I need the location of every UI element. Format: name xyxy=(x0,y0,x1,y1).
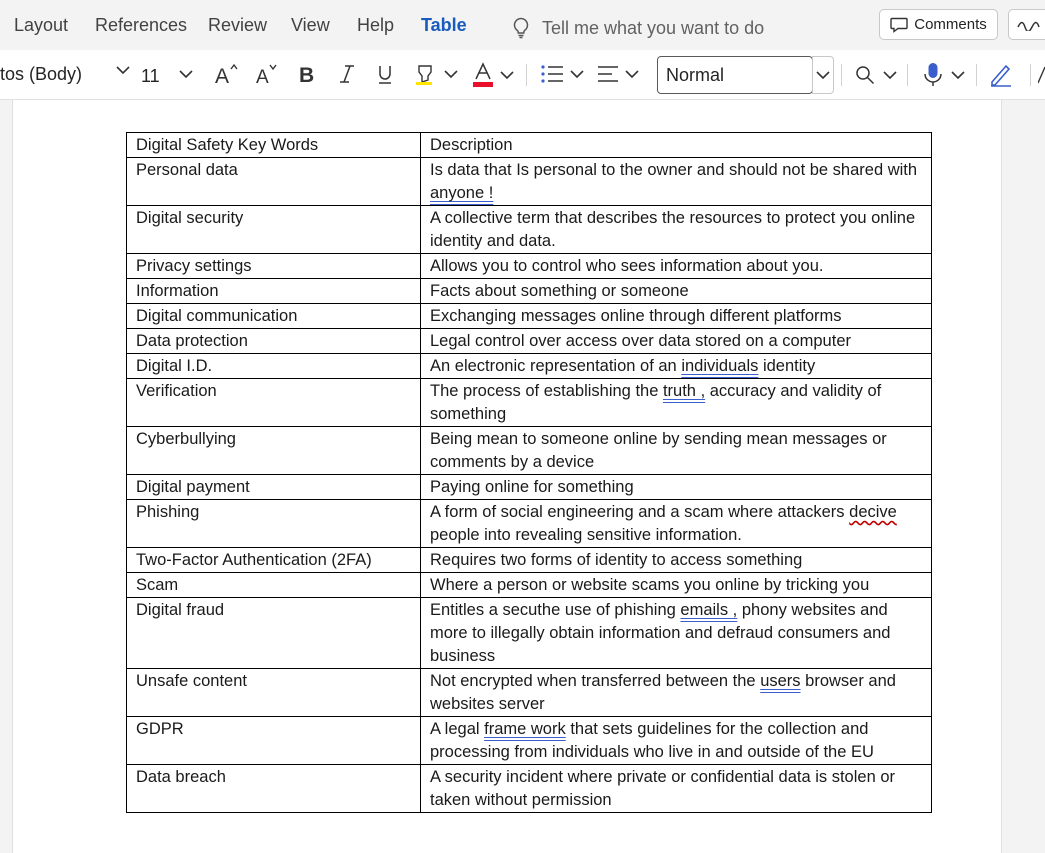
ribbon-toolbar xyxy=(0,50,1045,100)
keywords-table[interactable] xyxy=(126,132,932,813)
highlighter-icon xyxy=(414,62,438,86)
table-row xyxy=(127,279,932,304)
svg-text:A: A xyxy=(215,65,230,86)
bullets-icon xyxy=(540,64,564,84)
align-button[interactable] xyxy=(597,64,639,84)
lightbulb-icon xyxy=(512,17,530,39)
description-cell[interactable]: Allows you to control who sees information about you. xyxy=(421,254,932,279)
keyword-cell[interactable]: Unsafe content xyxy=(127,669,421,717)
style-value: Normal xyxy=(666,64,725,85)
table-row xyxy=(127,379,932,427)
font-name-value: tos (Body) xyxy=(0,64,83,84)
description-cell[interactable]: Description xyxy=(421,133,932,158)
menu-help[interactable]: Help xyxy=(357,15,395,35)
ribbon-divider xyxy=(1030,64,1031,86)
grammar-suggestion-mark[interactable]: frame work xyxy=(484,720,566,738)
keyword-cell[interactable]: Cyberbullying xyxy=(127,427,421,475)
keyword-cell[interactable]: Data protection xyxy=(127,329,421,354)
description-cell[interactable]: Entitles a secuthe use of phishing emails , phony websites and more to illegally obtain information and defraud consumers and business xyxy=(421,598,932,669)
comment-icon xyxy=(890,17,908,33)
table-row xyxy=(127,573,932,598)
keyword-cell[interactable]: Two-Factor Authentication (2FA) xyxy=(127,548,421,573)
menu-table[interactable]: Table xyxy=(421,15,467,35)
table-row xyxy=(127,717,932,765)
keyword-cell[interactable]: Phishing xyxy=(127,500,421,548)
chevron-down-icon xyxy=(625,69,639,79)
align-left-icon xyxy=(597,64,619,84)
editor-pen-icon xyxy=(988,62,1014,88)
search-icon xyxy=(855,65,875,85)
grammar-suggestion-mark[interactable]: emails , xyxy=(680,601,738,619)
underline-button[interactable] xyxy=(376,62,394,86)
ribbon-divider xyxy=(841,64,842,86)
font-color-icon xyxy=(472,62,494,88)
table-header-row xyxy=(127,133,932,158)
style-dropdown-toggle[interactable] xyxy=(812,56,834,94)
table-row xyxy=(127,765,932,813)
description-cell[interactable]: A legal frame work that sets guidelines for the collection and processing from individuals who live in and outside of the EU xyxy=(421,717,932,765)
bold-icon xyxy=(298,62,316,86)
description-cell[interactable]: Paying online for something xyxy=(421,475,932,500)
grammar-suggestion-mark[interactable]: anyone ! xyxy=(430,184,494,202)
bullets-button[interactable] xyxy=(540,64,584,84)
keyword-cell[interactable]: Digital security xyxy=(127,206,421,254)
dictate-button[interactable] xyxy=(923,62,965,88)
overflow-font-icon[interactable] xyxy=(1038,65,1045,85)
font-name-dropdown[interactable] xyxy=(0,63,131,89)
description-cell[interactable]: An electronic representation of an individuals identity xyxy=(421,354,932,379)
keyword-cell[interactable]: GDPR xyxy=(127,717,421,765)
document-canvas xyxy=(0,100,1045,853)
style-dropdown[interactable] xyxy=(657,56,813,94)
chevron-down-icon xyxy=(570,69,584,79)
document-page[interactable] xyxy=(12,100,1002,853)
table-row xyxy=(127,500,932,548)
italic-icon xyxy=(338,62,356,86)
keyword-cell[interactable]: Digital communication xyxy=(127,304,421,329)
table-row xyxy=(127,475,932,500)
chevron-down-icon xyxy=(444,69,458,79)
description-cell[interactable]: A collective term that describes the resources to protect you online identity and data. xyxy=(421,206,932,254)
keyword-cell[interactable]: Verification xyxy=(127,379,421,427)
grammar-suggestion-mark[interactable]: users xyxy=(760,672,801,690)
table-row xyxy=(127,329,932,354)
table-row xyxy=(127,548,932,573)
microphone-icon xyxy=(923,62,943,88)
description-cell[interactable]: The process of establishing the truth , accuracy and validity of something xyxy=(421,379,932,427)
shrink-font-icon xyxy=(255,62,281,86)
description-cell[interactable]: Facts about something or someone xyxy=(421,279,932,304)
tell-me-search[interactable] xyxy=(512,16,764,40)
chevron-down-icon xyxy=(951,70,965,80)
find-button[interactable] xyxy=(855,65,897,85)
font-size-value: 11 xyxy=(141,65,160,86)
description-cell[interactable]: Exchanging messages online through different platforms xyxy=(421,304,932,329)
table-row xyxy=(127,669,932,717)
shrink-font-button[interactable] xyxy=(255,62,281,86)
menu-bar xyxy=(0,0,1045,50)
svg-text:B: B xyxy=(299,64,315,86)
chevron-down-icon xyxy=(883,70,897,80)
description-cell[interactable]: A security incident where private or confidential data is stolen or taken without permission xyxy=(421,765,932,813)
ribbon-divider xyxy=(907,64,908,86)
keyword-cell[interactable]: Personal data xyxy=(127,158,421,206)
menu-review[interactable]: Review xyxy=(208,15,268,35)
table-row xyxy=(127,254,932,279)
keyword-cell[interactable]: Information xyxy=(127,279,421,304)
font-color-button[interactable] xyxy=(472,62,514,88)
keyword-cell[interactable]: Digital I.D. xyxy=(127,354,421,379)
description-cell[interactable]: Requires two forms of identity to access something xyxy=(421,548,932,573)
underline-icon xyxy=(376,62,394,86)
description-cell[interactable]: Where a person or website scams you online by tricking you xyxy=(421,573,932,598)
chevron-down-icon xyxy=(816,70,830,80)
table-row xyxy=(127,304,932,329)
comments-label: Comments xyxy=(914,16,987,33)
bold-button[interactable] xyxy=(298,62,316,86)
svg-text:A: A xyxy=(256,67,269,86)
squiggle-icon xyxy=(1017,19,1045,31)
table-row xyxy=(127,158,932,206)
italic-button[interactable] xyxy=(338,62,356,86)
description-cell[interactable]: Being mean to someone online by sending mean messages or comments by a device xyxy=(421,427,932,475)
table-row xyxy=(127,427,932,475)
ribbon-divider xyxy=(976,64,977,86)
table-row xyxy=(127,206,932,254)
grammar-suggestion-mark[interactable]: individuals xyxy=(681,357,759,375)
description-cell[interactable]: A form of social engineering and a scam where attackers decive people into revealing sensitive information. xyxy=(421,500,932,548)
keyword-cell[interactable]: Scam xyxy=(127,573,421,598)
description-cell[interactable]: Is data that Is personal to the owner and should not be shared with anyone ! xyxy=(421,158,932,206)
menu-view[interactable]: View xyxy=(291,15,330,35)
table-row xyxy=(127,598,932,669)
keyword-cell[interactable]: Privacy settings xyxy=(127,254,421,279)
table-row xyxy=(127,354,932,379)
editor-button[interactable] xyxy=(988,62,1014,88)
menu-references[interactable]: References xyxy=(95,15,188,35)
tell-me-text: Tell me what you want to do xyxy=(542,17,765,38)
chevron-down-icon xyxy=(500,70,514,80)
keyword-cell[interactable]: Digital payment xyxy=(127,475,421,500)
description-cell[interactable]: Legal control over access over data stored on a computer xyxy=(421,329,932,354)
font-size-dropdown[interactable] xyxy=(141,63,197,89)
description-cell[interactable]: Not encrypted when transferred between the users browser and websites server xyxy=(421,669,932,717)
highlight-button[interactable] xyxy=(414,62,458,86)
chevron-down-icon xyxy=(179,69,193,79)
chevron-down-icon xyxy=(116,65,130,75)
keyword-cell[interactable]: Digital Safety Key Words xyxy=(127,133,421,158)
keyword-cell[interactable]: Digital fraud xyxy=(127,598,421,669)
comments-button[interactable] xyxy=(879,9,998,40)
menu-layout[interactable]: Layout xyxy=(14,15,69,35)
spelling-error-mark[interactable]: decive xyxy=(849,503,897,521)
ribbon-divider xyxy=(526,64,527,86)
grammar-suggestion-mark[interactable]: truth , xyxy=(662,382,706,400)
catch-up-button[interactable] xyxy=(1008,9,1045,40)
grow-font-icon xyxy=(214,62,240,86)
grow-font-button[interactable] xyxy=(214,62,240,86)
keyword-cell[interactable]: Data breach xyxy=(127,765,421,813)
